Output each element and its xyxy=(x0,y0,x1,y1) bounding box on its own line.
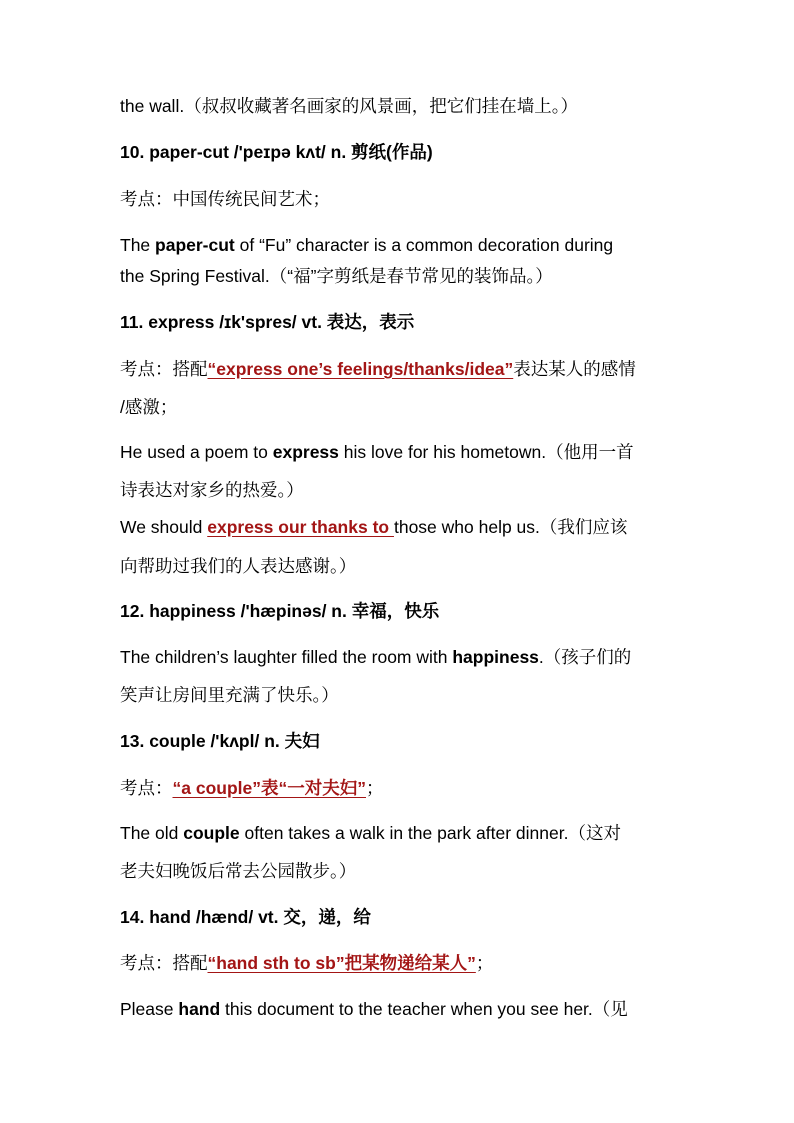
entry-heading-paper-cut: 10. paper-cut /'peɪpə kʌt/ n. 剪纸(作品) xyxy=(120,142,433,162)
text: Please xyxy=(120,999,179,1019)
example-sentence-line2: 向帮助过我们的人表达感谢。） xyxy=(120,556,357,576)
text: ； xyxy=(366,778,384,798)
text: The children’s laughter filled the room with xyxy=(120,647,453,667)
text: 表达某人的感情 xyxy=(513,359,636,379)
key-point-express xyxy=(120,358,636,380)
example-sentence xyxy=(120,441,634,463)
example-sentence-line2: the Spring Festival.（“福”字剪纸是春节常见的装饰品。） xyxy=(120,266,553,286)
example-sentence xyxy=(120,822,621,844)
key-point-hand xyxy=(120,952,493,974)
text: The old xyxy=(120,823,184,843)
keyword: express xyxy=(272,442,339,462)
text: We should xyxy=(120,517,208,537)
keyword: paper-cut xyxy=(155,235,235,255)
entry-heading-couple: 13. couple /'kʌpl/ n. 夫妇 xyxy=(120,731,320,751)
key-point-couple xyxy=(120,777,384,799)
keyword: hand xyxy=(178,999,221,1019)
text: often takes a walk in the park after dinner.（这对 xyxy=(239,823,621,843)
text: those who help us.（我们应该 xyxy=(393,517,628,537)
example-sentence xyxy=(120,646,631,668)
collocation-highlight: “a couple”表“一对夫妇” xyxy=(172,778,366,798)
example-sentence-continuation: the wall.（叔叔收藏著名画家的风景画，把它们挂在墙上。） xyxy=(120,96,578,116)
text: 考点：搭配 xyxy=(120,953,208,973)
text: this document to the teacher when you see her.（见 xyxy=(220,999,628,1019)
example-sentence xyxy=(120,234,613,256)
keyword: happiness xyxy=(452,647,539,667)
collocation-highlight: “hand sth to sb”把某物递给某人” xyxy=(207,953,476,973)
key-point-express-line2: /感激； xyxy=(120,397,178,417)
collocation-highlight: express our thanks to xyxy=(207,517,394,537)
example-sentence xyxy=(120,516,627,538)
key-point-paper-cut: 考点：中国传统民间艺术； xyxy=(120,189,330,209)
text: .（孩子们的 xyxy=(538,647,632,667)
text: of “Fu” character is a common decoration during xyxy=(234,235,614,255)
example-sentence xyxy=(120,998,628,1020)
example-sentence-line2: 笑声让房间里充满了快乐。） xyxy=(120,685,339,705)
keyword: couple xyxy=(183,823,240,843)
text: ； xyxy=(475,953,494,973)
collocation-highlight: “express one’s feelings/thanks/idea” xyxy=(207,359,514,379)
text: his love for his hometown.（他用一首 xyxy=(338,442,634,462)
entry-heading-express: 11. express /ɪk'spres/ vt. 表达，表示 xyxy=(120,312,415,332)
entry-heading-hand: 14. hand /hænd/ vt. 交，递，给 xyxy=(120,907,371,927)
text: He used a poem to xyxy=(120,442,273,462)
text: 考点：搭配 xyxy=(120,359,208,379)
example-sentence-line2: 诗表达对家乡的热爱。） xyxy=(120,480,304,500)
entry-heading-happiness: 12. happiness /'hæpinəs/ n. 幸福，快乐 xyxy=(120,601,440,621)
text: 考点： xyxy=(120,778,173,798)
text: The xyxy=(120,235,156,255)
example-sentence-line2: 老夫妇晚饭后常去公园散步。） xyxy=(120,861,357,881)
